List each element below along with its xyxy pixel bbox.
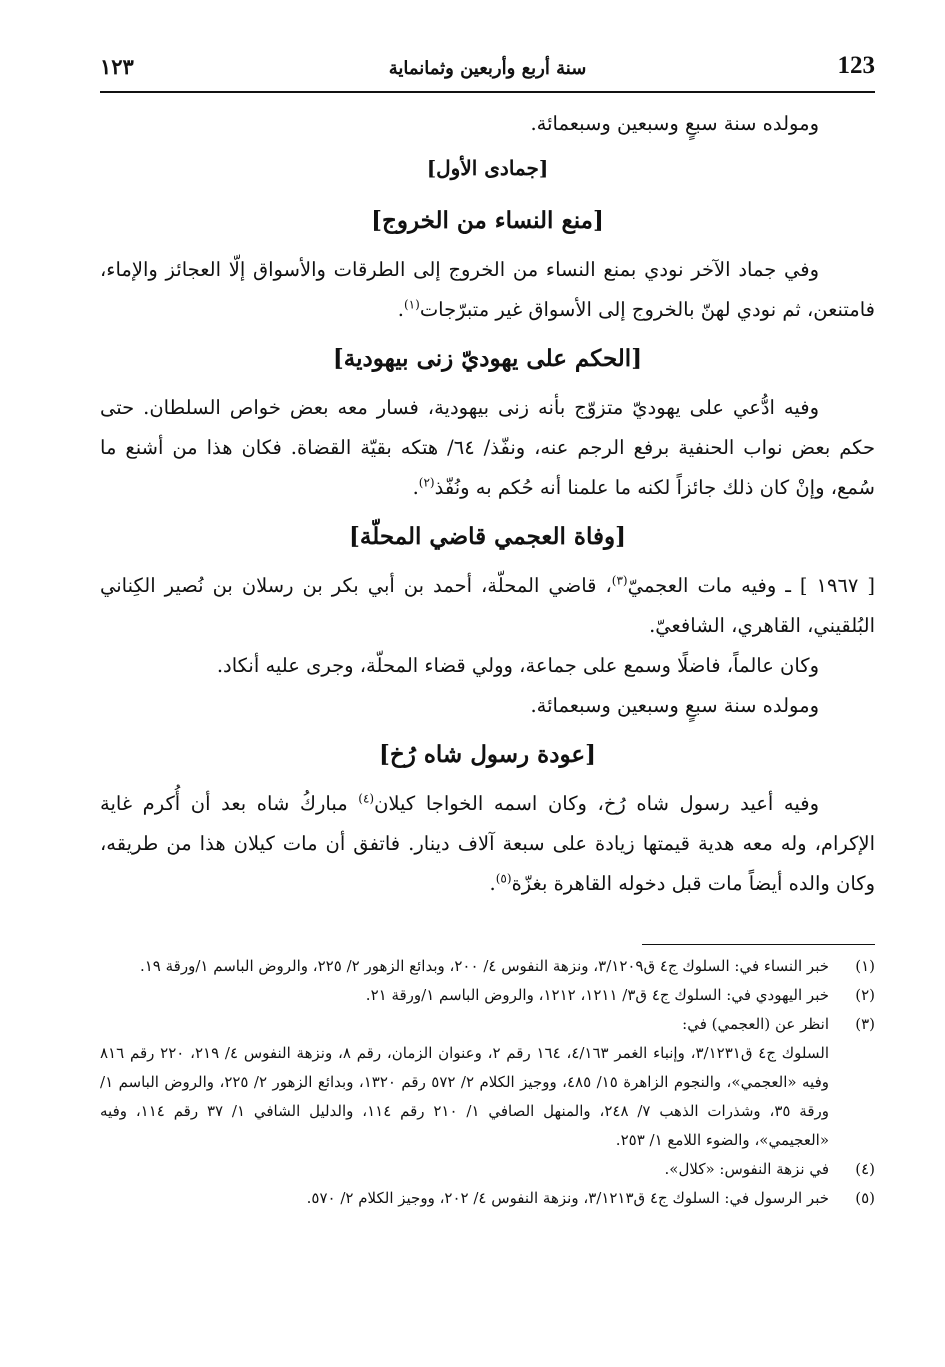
page-header (100, 52, 875, 92)
footnote-ref[interactable]: (١) (403, 297, 420, 312)
paragraph-envoy: وفيه أعيد رسول شاه رُخ، وكان اسمه الخواجا كيلان$^{(٤)}$ مباركُ شاه بعد أن أُكرم غاية الإكرام، وله معه هدية قيمتها زيادة على سبعة آلاف دينار. فاتفق أن مات كيلان هذا من طريقه، وكان والده أيضاً مات قبل دخوله القاهرة بغزّة$^{(٥)}$. (100, 791, 875, 895)
footnote-number: (١) (855, 957, 875, 975)
section-heading-envoy: [عودة رسول شاه رُخ] (379, 741, 596, 768)
footnote-ref[interactable]: (٣) (611, 573, 628, 588)
section-heading-death: [وفاة العجمي قاضي المحلّة] (349, 523, 626, 550)
footnote-text: السلوك ج٤ ق٣/١٢٣١، وإنباء الغمر ٤/١٦٣، ١٦٤ رقم ٢، وعنوان الزمان، رقم ٨، ونزهة النفوس ٤/ ٢١٩، ٢٢٠ رقم ٨١٦ وفيه «العجمي»، والنجوم الزاهرة ١٥/ ٤٨٥، ووجيز الكلام ٢/ ٥٧٢ رقم ١٣٢٠، وبدائع الزهور ٢/ ٢٢٥، والروض الباسم ١/ورقة ٣٥، وشذرات الذهب ٧/ ٢٤٨، والمنهل الصافي ١/ ٢١٠ رقم ١١٤، والدليل الشافي ١/ ٣٧ رقم ١١٤، وفيه «العجيمي»، والضوء اللامع ١/ ٢٥٣. (100, 1044, 830, 1149)
running-title: سنة أربع وأربعين وثمانماية (388, 58, 587, 79)
footnote-item (100, 981, 875, 1010)
footnotes (100, 952, 875, 1213)
paragraph-women: وفي جماد الآخر نودي بمنع النساء من الخروج إلى الطرقات والأسواق إلّا العجائز والإماء، فامتنعن، ثم نودي لهنّ بالخروج إلى الأسواق غير متبرّجات$^{(١)}$. (100, 258, 875, 321)
page-number-latin: 123 (837, 52, 875, 79)
footnote-text: في نزهة النفوس: «كلال». (664, 1160, 829, 1178)
footnote-item (100, 1039, 875, 1155)
footnote-number: (٥) (855, 1189, 875, 1207)
footnote-text: خبر الرسول في: السلوك ج٤ ق٣/١٢١٣، ونزهة النفوس ٤/ ٢٠٢، ووجيز الكلام ٢/ ٥٧٠. (306, 1189, 829, 1207)
footnote-number: (٢) (855, 986, 875, 1004)
paragraph-verdict: وفيه ادُّعي على يهوديّ متزوّج بأنه زنى بيهودية، فسار معه بعض خواص السلطان. حتى حكم بعض نواب الحنفية برفع الرجم عنه، ونفّذ/ ٦٤/ هتكه بقيّة القضاة. فكان هذا من أشنع ما سُمع، وإنْ كان ذلك جائزاً لكنه ما علمنا أنه حُكم به ونُفّذ$^{(٢)}$. (100, 396, 875, 499)
footnote-number (829, 1039, 875, 1155)
footnote-text: انظر عن (العجمي) في: (682, 1015, 829, 1033)
footnote-item (100, 952, 875, 981)
footnote-ref[interactable]: (٤) (358, 791, 375, 806)
paragraph-scholar: وكان عالماً، فاضلًا وسمع على جماعة، وولي قضاء المحلّة، وجرى عليه أنكاد. (216, 654, 819, 677)
section-heading-women: [منع النساء من الخروج] (371, 207, 604, 234)
footnote-item (100, 1184, 875, 1213)
footnote-item (100, 1155, 875, 1184)
paragraph-birth-year: ومولده سنة سبعٍ وسبعين وسبعمائة. (530, 112, 819, 135)
paragraph-obituary: [ ١٩٦٧ ] ـ وفيه مات العجميّ$^{(٣)}$، قاضي المحلّة، أحمد بن أبي بكر بن رسلان بن نُصير الكِناني البُلقيني، القاهري، الشافعيّ. (100, 573, 875, 637)
footnote-ref[interactable]: (٥) (495, 871, 512, 886)
footnote-text: خبر النساء في: السلوك ج٤ ق٣/١٢٠٩، ونزهة النفوس ٤/ ٢٠٠، وبدائع الزهور ٢/ ٢٢٥، والروض الباسم ١/ورقة ١٩. (139, 957, 829, 975)
header-rule (100, 91, 875, 93)
main-text (100, 104, 875, 904)
footnote-number: (٣) (855, 1015, 875, 1033)
section-heading-verdict: [الحكم على يهوديّ زنى بيهودية] (332, 345, 643, 372)
paragraph-birth-year-2: ومولده سنة سبعٍ وسبعين وسبعمائة. (530, 694, 819, 717)
footnote-separator (642, 944, 875, 945)
section-month-heading: [جمادى الأول] (426, 156, 549, 180)
footnote-text: خبر اليهودي في: السلوك ج٤ ق٣/ ١٢١١، ١٢١٢، والروض الباسم ١/ورقة ٢١. (365, 986, 829, 1004)
footnote-ref[interactable]: (٢) (418, 475, 435, 490)
footnote-item (100, 1010, 875, 1039)
footnote-number: (٤) (855, 1160, 875, 1178)
page-number-arabic: ١٢٣ (100, 54, 134, 79)
